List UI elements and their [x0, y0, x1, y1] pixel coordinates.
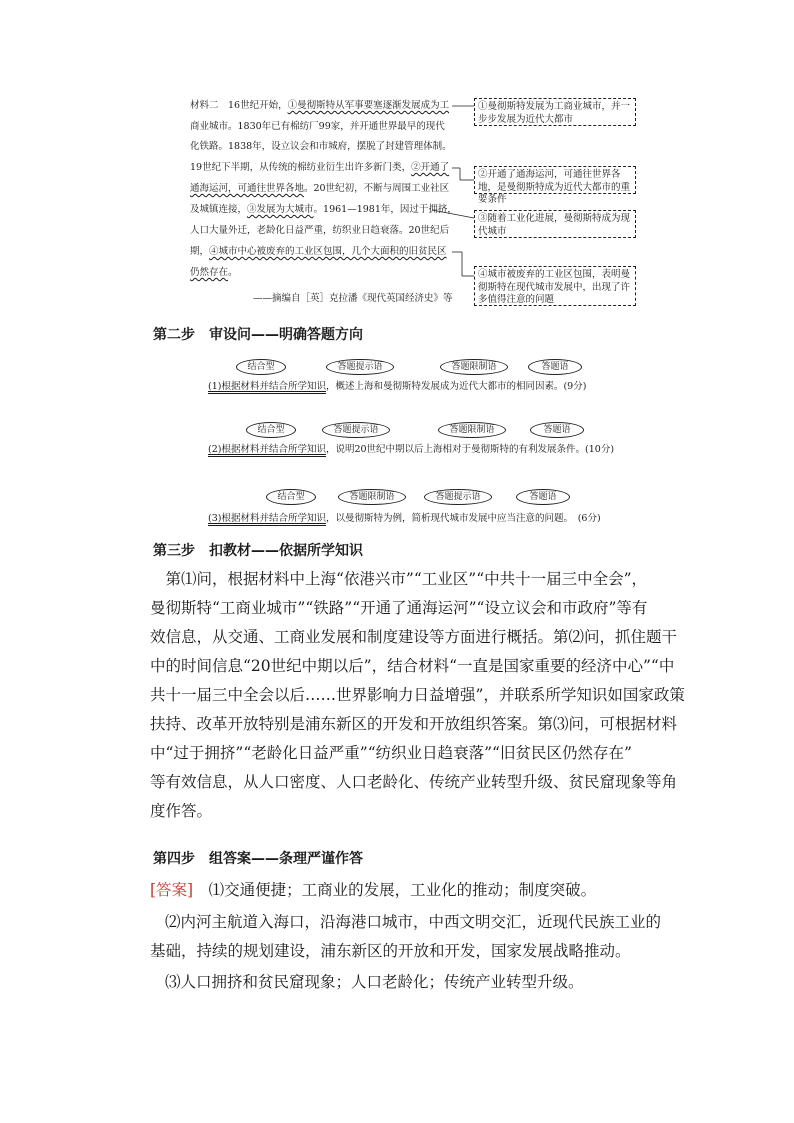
annotation-note: ①曼彻斯特发展为工商业城市，并一步步发展为近代大都市	[474, 98, 636, 126]
material-line: 人口大量外迁，老龄化日益严重，纺织业日趋衰落。20世纪后	[190, 225, 450, 236]
bubble-label: 答题语	[516, 489, 570, 505]
material-line: 通海运河，可通往世界各地。20世纪初，不断与周围工业社区	[190, 183, 450, 194]
step-three-heading: 第三步 扣教材——依据所学知识	[153, 543, 363, 559]
bubble-label: 答题语	[528, 359, 582, 375]
material-line: 仍然存在。	[190, 267, 238, 278]
bubble-label: 答题提示语	[322, 422, 390, 438]
material-line: 期，④城市中心被废弃的工业区包围，几个大面积的旧贫民区	[190, 246, 447, 257]
body-line: 中的时间信息“20世纪中期以后”，结合材料“一直是国家重要的经济中心”“中	[150, 657, 675, 675]
bubble-label: 答题语	[530, 422, 584, 438]
annotation-note: ③随着工业化进展，曼彻斯特成为现代城市	[474, 210, 636, 238]
bubble-label: 答题限制语	[338, 489, 406, 505]
material-line: 材料二 16世纪开始，①曼彻斯特从军事要塞逐渐发展成为工	[190, 100, 450, 111]
annotation-note: ②开通了通海运河，可通往世界各地，是曼彻斯特成为近代大都市的重要条件	[474, 166, 636, 194]
step-two-heading: 第二步 审设问——明确答题方向	[153, 327, 363, 343]
material-line: 化铁路。1838年，设立议会和市城府，摆脱了封建管理体制。	[190, 141, 452, 152]
material-line: 及城镇连接，③发展为大城市。1961—1981年，因过于拥挤，	[190, 204, 457, 215]
body-line: 中“过于拥挤”“老龄化日益严重”“纺织业日趋衰落”“旧贫民区仍然存在”	[150, 744, 632, 762]
answer-line: [答案] ⑴交通便捷；工商业的发展，工业化的推动；制度突破。	[150, 881, 597, 899]
bubble-label: 结合型	[246, 422, 296, 438]
body-line: 扶持、改革开放特别是浦东新区的开发和开放组织答案。第⑶问，可根据材料	[150, 715, 678, 733]
body-line: 效信息，从交通、工商业发展和制度建设等方面进行概括。第⑵问，抓住题干	[150, 628, 678, 646]
question-text: (2)根据材料并结合所学知识，说明20世纪中期以后上海相对于曼彻斯特的有利发展条件。(10分)	[208, 444, 615, 455]
body-line: 共十一届三中全会以后……世界影响力日益增强”，并联系所学知识如国家政策	[150, 686, 685, 704]
bubble-label: 答题限制语	[438, 422, 506, 438]
connector-lines	[0, 0, 794, 320]
material-source: ——摘编自［英］克拉潘《现代英国经济史》等	[253, 293, 453, 304]
answer-line: ⑶人口拥挤和贫民窟现象；人口老龄化；传统产业转型升级。	[165, 973, 584, 991]
answer-line: ⑵内河主航道入海口，沿海港口城市，中西文明交汇，近现代民族工业的	[165, 913, 662, 931]
body-line: 等有效信息，从人口密度、人口老龄化、传统产业转型升级、贫民窟现象等角	[150, 773, 678, 791]
material-line: 19世纪下半期，从传统的棉纺业衍生出许多新门类，②开通了	[190, 162, 450, 173]
bubble-label: 结合型	[236, 359, 286, 375]
question-text: (3)根据材料并结合所学知识，以曼彻斯特为例，简析现代城市发展中应当注意的问题。 (6分)	[208, 513, 601, 524]
annotation-note: ④城市被废弃的工业区包围，表明曼彻斯特在现代城市发展中，出现了许多值得注意的问题	[474, 266, 636, 306]
question-text: (1)根据材料并结合所学知识，概述上海和曼彻斯特发展成为近代大都市的相同因素。(9分)	[208, 381, 587, 392]
bubble-label: 答题提示语	[424, 489, 492, 505]
body-line: 度作答。	[150, 802, 213, 820]
answer-tag: [答案]	[150, 881, 194, 899]
body-line: 第⑴问，根据材料中上海“依港兴市”“工业区”“中共十一届三中全会”，	[150, 570, 648, 588]
body-line: 曼彻斯特“工商业城市”“铁路”“开通了通海运河”“设立议会和市政府”等有	[150, 599, 648, 617]
bubble-label: 答题提示语	[326, 359, 394, 375]
bubble-label: 答题限制语	[440, 359, 508, 375]
bubble-label: 结合型	[266, 489, 316, 505]
step-four-heading: 第四步 组答案——条理严谨作答	[153, 851, 363, 867]
material-line: 商业城市。1830年已有棉纺厂99家，并开通世界最早的现代	[190, 121, 445, 132]
answer-line: 基础，持续的规划建设，浦东新区的开放和开发，国家发展战略推动。	[150, 942, 631, 960]
